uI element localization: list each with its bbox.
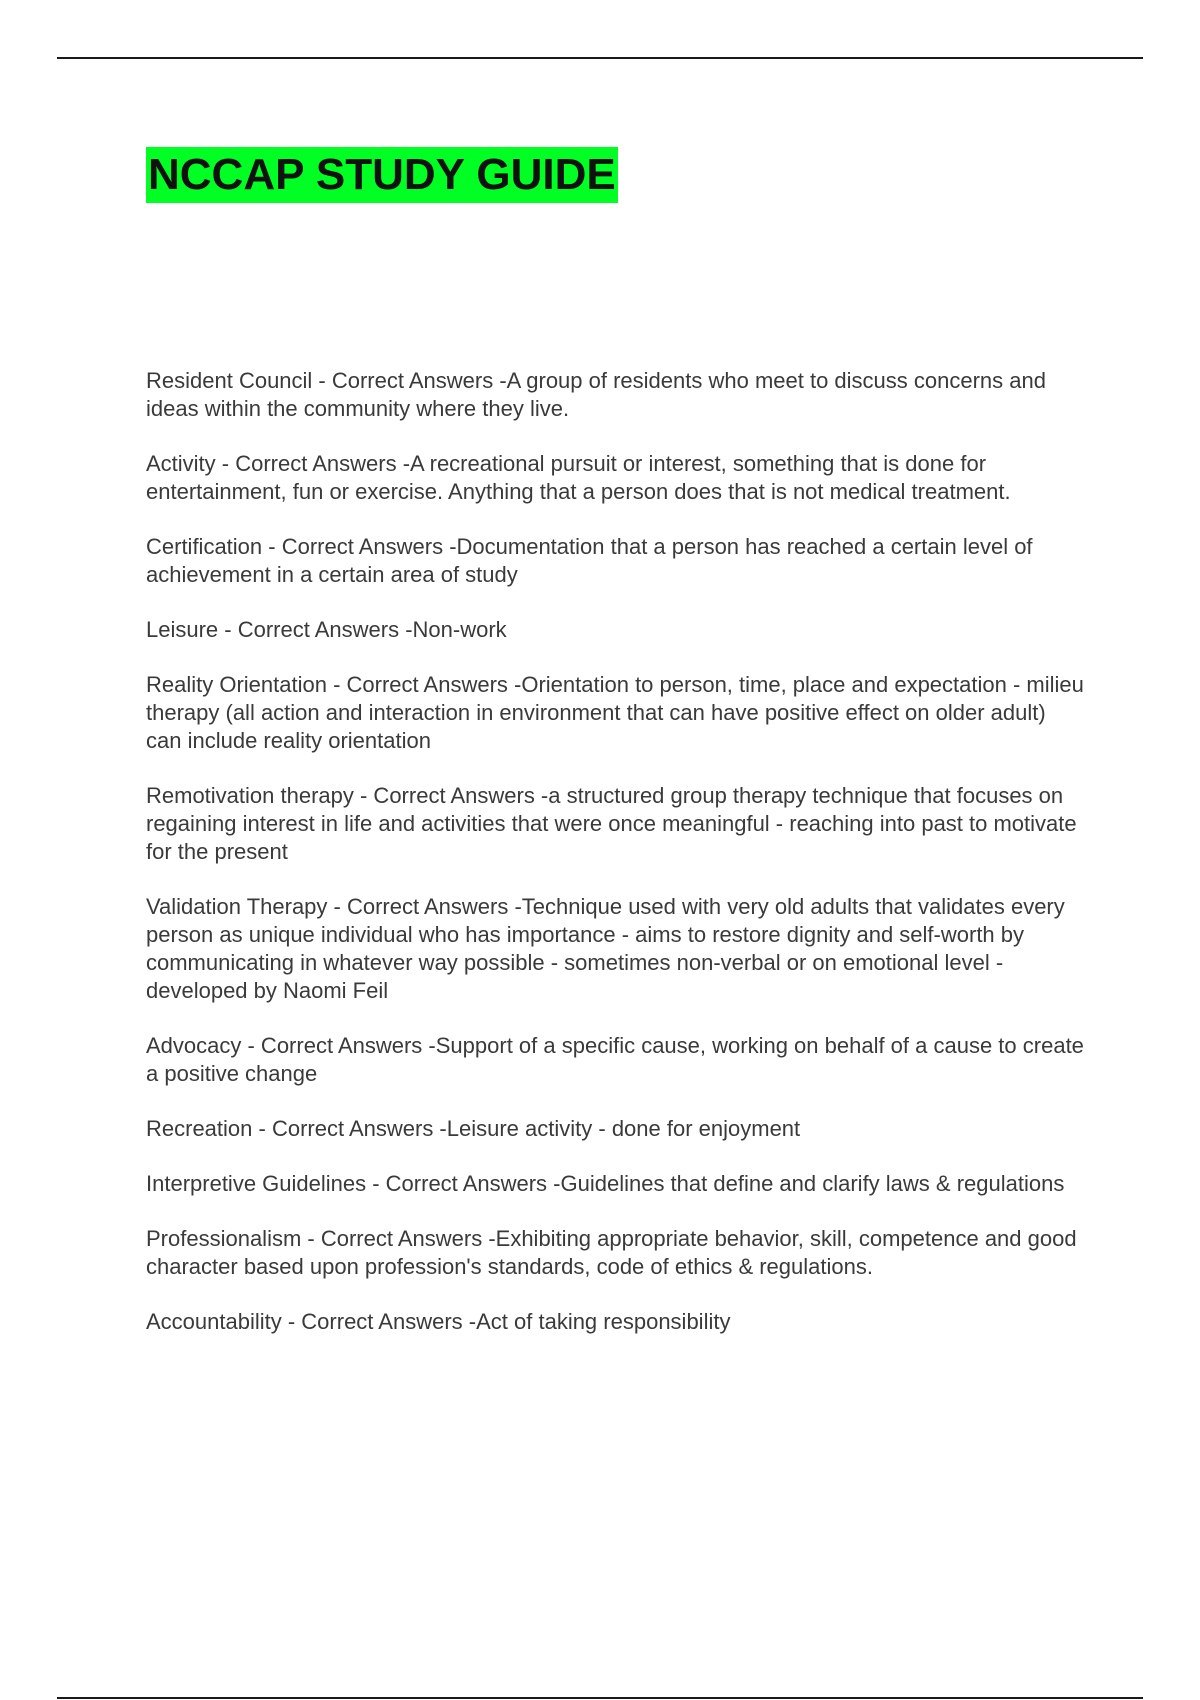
entry-recreation: Recreation - Correct Answers -Leisure activity - done for enjoyment — [146, 1116, 801, 1141]
entry-certification: Certification - Correct Answers -Documentation that a person has reached a certain level of achievement in a certain area of study — [146, 534, 1033, 587]
entry-accountability: Accountability - Correct Answers -Act of taking responsibility — [146, 1309, 731, 1334]
entry-reality-orientation: Reality Orientation - Correct Answers -Orientation to person, time, place and expectation - milieu therapy (all action and interaction in environment that can have positive effect on older adult) can include reality orientation — [146, 672, 1084, 753]
entry-list — [146, 367, 1086, 1363]
entry-interpretive-guidelines: Interpretive Guidelines - Correct Answers -Guidelines that define and clarify laws & regulations — [146, 1171, 1065, 1196]
entry-validation-therapy: Validation Therapy - Correct Answers -Technique used with very old adults that validates every person as unique individual who has importance - aims to restore dignity and self-worth by communicating in whatever way possible - sometimes non-verbal or on emotional level - developed by Naomi Feil — [146, 894, 1065, 1003]
entry-resident-council: Resident Council - Correct Answers -A group of residents who meet to discuss concerns and ideas within the community where they live. — [146, 368, 1046, 421]
entry-activity: Activity - Correct Answers -A recreational pursuit or interest, something that is done for entertainment, fun or exercise. Anything that a person does that is not medical treatment. — [146, 451, 1011, 504]
entry-remotivation-therapy: Remotivation therapy - Correct Answers -a structured group therapy technique that focuses on regaining interest in life and activities that were once meaningful - reaching into past to motivate for the present — [146, 783, 1077, 864]
entry-professionalism: Professionalism - Correct Answers -Exhibiting appropriate behavior, skill, competence and good character based upon profession's standards, code of ethics & regulations. — [146, 1226, 1077, 1279]
bottom-rule — [57, 1697, 1143, 1699]
top-rule — [57, 57, 1143, 59]
entry-advocacy: Advocacy - Correct Answers -Support of a specific cause, working on behalf of a cause to create a positive change — [146, 1033, 1084, 1086]
page-title: NCCAP STUDY GUIDE — [146, 147, 618, 203]
entry-leisure: Leisure - Correct Answers -Non-work — [146, 617, 507, 642]
